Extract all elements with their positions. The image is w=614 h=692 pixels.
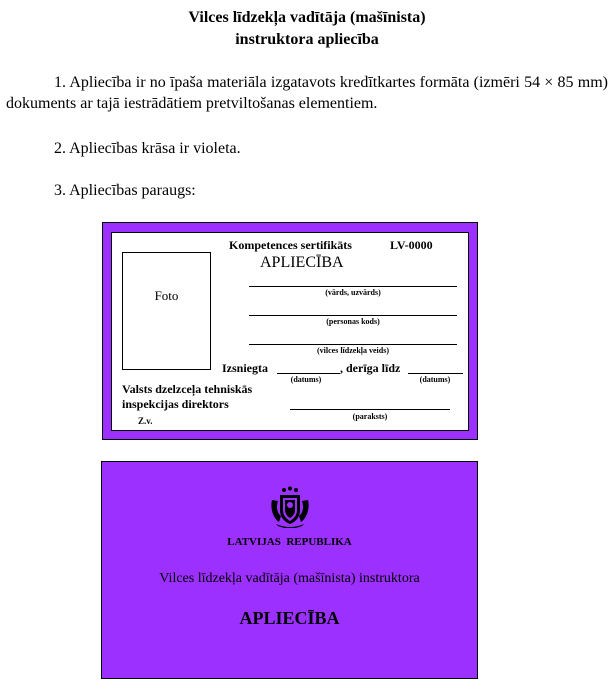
valid-label: , derīga līdz: [340, 361, 401, 375]
signature-line: [290, 409, 450, 410]
valid-date-caption: (datums): [419, 375, 451, 384]
vehicle-line: [249, 344, 457, 345]
signature-caption: (paraksts): [352, 412, 388, 421]
card-back-subtitle: Vilces līdzekļa vadītāja (mašīnista) instruktora: [159, 571, 420, 586]
paragraph-2: 2. Apliecības krāsa ir violeta.: [54, 140, 241, 157]
authority-line2: inspekcijas direktors: [122, 397, 229, 411]
name-line: [249, 286, 457, 287]
card-front-heading: APLIECĪBA: [260, 254, 344, 271]
latvian-coat-of-arms-icon: [270, 486, 310, 528]
name-caption: (vārds, uzvārds): [325, 288, 381, 297]
valid-date-line: [408, 373, 463, 374]
id-caption: (personas kods): [326, 317, 380, 326]
document-title-line1: Vilces līdzekļa vadītāja (mašīnista): [188, 9, 426, 26]
card-back-heading: APLIECĪBA: [239, 608, 340, 628]
issued-date-caption: (datums): [290, 375, 322, 384]
document-title-line2: instruktora apliecība: [235, 31, 379, 48]
id-line: [249, 315, 457, 316]
authority-line1: Valsts dzelzceļa tehniskās: [122, 382, 253, 396]
photo-label: Foto: [154, 288, 179, 303]
card-back-country: LATVIJAS REPUBLIKA: [227, 536, 352, 548]
stamp-label: Z.v.: [138, 416, 153, 426]
photo-box: [122, 252, 211, 370]
certificate-number: LV-0000: [390, 238, 433, 252]
paragraph-1: 1. Apliecība ir no īpaša materiāla izgatavots kredītkartes formāta (izmēri 54 × 85 mm) dokuments ar tajā iestrādātiem pretviltošanas elementiem.: [6, 74, 608, 112]
issued-date-line: [277, 373, 340, 374]
certificate-label: Kompetences sertifikāts: [229, 238, 352, 252]
paragraph-3: 3. Apliecības paraugs:: [54, 182, 196, 199]
vehicle-caption: (vilces līdzekļa veids): [317, 346, 389, 355]
issued-label: Izsniegta: [222, 361, 268, 375]
